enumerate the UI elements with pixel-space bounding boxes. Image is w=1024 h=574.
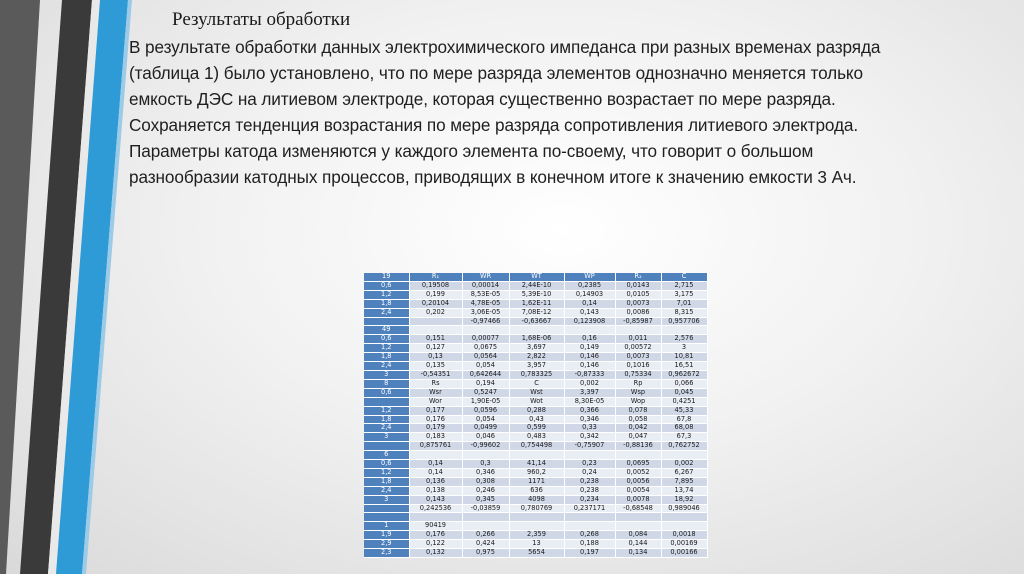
table-cell: 0,0596 [462,406,509,415]
table-cell: 0,783325 [509,370,564,379]
table-row [364,308,707,317]
table-row-label: 2,3 [364,549,409,558]
table-header-cell: R₁ [409,273,462,281]
table-cell: 0,149 [564,344,615,353]
table-cell: 16,51 [661,362,707,371]
table-cell: 3,697 [509,344,564,353]
table-header-cell: 19 [364,273,409,281]
table-cell: 0,14 [409,468,462,477]
table-cell: 2,822 [509,353,564,362]
table-row [364,406,707,415]
table-row [364,540,707,549]
table-cell: 18,92 [661,495,707,504]
table-row [364,451,707,460]
table-cell [661,513,707,522]
table-cell: Wot [509,397,564,406]
table-row [364,424,707,433]
table-cell: 0,046 [462,433,509,442]
table-cell: 67,8 [661,415,707,424]
table-cell: 0,054 [462,362,509,371]
table-cell: 0,176 [409,415,462,424]
table-row [364,513,707,522]
table-cell: 0,183 [409,433,462,442]
table-cell [615,326,661,335]
table-cell: 0,288 [509,406,564,415]
table-row-label: 1,8 [364,353,409,362]
table-row-label: 0,6 [364,281,409,290]
table-cell [462,451,509,460]
table-cell [661,522,707,531]
table-cell: 0,754498 [509,442,564,451]
table-cell: 41,14 [509,460,564,469]
table-cell: 0,132 [409,549,462,558]
table-cell: 0,0078 [615,495,661,504]
table-row [364,281,707,290]
table-cell: 0,143 [564,308,615,317]
table-cell [509,522,564,531]
table-row-label [364,317,409,326]
table-header-cell: WR [462,273,509,281]
table-cell: 0,0073 [615,353,661,362]
table-cell: 0,054 [462,415,509,424]
table-cell: 0,202 [409,308,462,317]
table-row [364,442,707,451]
table-row [364,388,707,397]
table-row [364,522,707,531]
table-cell: 0,00166 [661,549,707,558]
table-row-label: 49 [364,326,409,335]
table-cell [509,513,564,522]
table-cell: 0,599 [509,424,564,433]
table-cell: Wst [509,388,564,397]
table-cell: 0,24 [564,468,615,477]
table-cell: 0,0056 [615,477,661,486]
table-cell: 2,359 [509,531,564,540]
decorative-stripes [0,0,140,574]
table-cell: 3 [661,344,707,353]
table-cell: 1171 [509,477,564,486]
table-row-label [364,397,409,406]
table-row [364,290,707,299]
table-cell: 0,962672 [661,370,707,379]
table-cell: 0,122 [409,540,462,549]
table-cell: 3,06E-05 [462,308,509,317]
table-row [364,460,707,469]
table-cell: 0,179 [409,424,462,433]
table-cell: 8,315 [661,308,707,317]
table-cell: 0,045 [661,388,707,397]
table-cell: 67,3 [661,433,707,442]
table-cell: 0,00169 [661,540,707,549]
table-cell: 0,14 [564,299,615,308]
table-cell: 0,00572 [615,344,661,353]
table-cell: Wop [615,397,661,406]
table-row [364,379,707,388]
table-cell: 0,0052 [615,468,661,477]
table-cell: 0,0564 [462,353,509,362]
table-cell: Wor [409,397,462,406]
table-cell: 0,002 [661,460,707,469]
table-cell: 0,345 [462,495,509,504]
table-row [364,299,707,308]
table-cell: 0,188 [564,540,615,549]
table-cell: 0,127 [409,344,462,353]
table-cell: 0,234 [564,495,615,504]
table-row-label: 1,8 [364,477,409,486]
table-cell: 0,16 [564,335,615,344]
table-cell [564,451,615,460]
table-cell: 2,576 [661,335,707,344]
table-cell: 0,238 [564,486,615,495]
table-row-label: 3 [364,495,409,504]
table-cell [564,522,615,531]
table-cell: 2,44E-10 [509,281,564,290]
table-row-label: 2,4 [364,362,409,371]
table-cell: 5,39E-10 [509,290,564,299]
table-cell: 0,00014 [462,281,509,290]
table-row [364,370,707,379]
table-cell: Wsr [409,388,462,397]
table-cell: 0,346 [462,468,509,477]
table-cell: 0,0054 [615,486,661,495]
table-cell: -0,54351 [409,370,462,379]
table-cell: 0,197 [564,549,615,558]
table-row-label: 3 [364,370,409,379]
table-cell: 1,90E-05 [462,397,509,406]
table-cell: -0,87333 [564,370,615,379]
table-cell: 2,715 [661,281,707,290]
table-cell: 1,68E-06 [509,335,564,344]
table-cell: 0,342 [564,433,615,442]
table-row-label: 1,9 [364,531,409,540]
table-row [364,397,707,406]
table-cell: 0,146 [564,362,615,371]
table-row-label [364,513,409,522]
table-cell: 0,151 [409,335,462,344]
table-cell [409,317,462,326]
table-row [364,362,707,371]
table-cell: 4098 [509,495,564,504]
table-cell [661,326,707,335]
table-cell: 0,268 [564,531,615,540]
table-cell: -0,85987 [615,317,661,326]
table-row-label: 1,2 [364,344,409,353]
table-cell: 0,0073 [615,299,661,308]
table-cell: 0,780769 [509,504,564,513]
table-cell [409,513,462,522]
table-cell: 0,242536 [409,504,462,513]
table-cell: 6,267 [661,468,707,477]
table-cell: 0,20104 [409,299,462,308]
table-cell: 10,81 [661,353,707,362]
table-cell: 0,078 [615,406,661,415]
table-row-label: 2,4 [364,308,409,317]
table-cell: 0,308 [462,477,509,486]
table-cell: 0,238 [564,477,615,486]
table-cell: -0,97466 [462,317,509,326]
table-row [364,549,707,558]
table-cell: C [509,379,564,388]
table-cell: 0,177 [409,406,462,415]
table-cell: 8,53E-05 [462,290,509,299]
table-row-label: 6 [364,451,409,460]
table-cell: 0,199 [409,290,462,299]
table-row-label: 1,8 [364,415,409,424]
table-cell [615,513,661,522]
table-cell: Rs [409,379,462,388]
table-cell: 0,143 [409,495,462,504]
table-cell: 90419 [409,522,462,531]
table-cell: 45,33 [661,406,707,415]
table-row [364,495,707,504]
table-row [364,335,707,344]
table-cell: 0,0499 [462,424,509,433]
results-table [364,273,708,558]
table-cell [615,451,661,460]
table-row-label: 1 [364,522,409,531]
table-cell: 0,483 [509,433,564,442]
table-cell: 0,237171 [564,504,615,513]
table-cell: 0,957706 [661,317,707,326]
table-row [364,433,707,442]
table-row [364,531,707,540]
table-cell: 0,989046 [661,504,707,513]
table-cell: 636 [509,486,564,495]
table-cell: 0,424 [462,540,509,549]
slide-body-text: В результате обработки данных электрохимического импеданса при разных временах разряда (таблица 1) было установлено, что по мере разряда элементов однозначно меняется только емкость ДЭС на литиевом электроде, которая существенно возрастает по мере разряда. Сохраняется тенденция возрастания по мере разряда сопротивления литиевого электрода. Параметры катода изменяются у каждого элемента по-своему, что говорит о большом разнообразии катодных процессов, приводящих в конечном итоге к значению емкости 3 Ач. [129,37,881,187]
table-header-cell: C [661,273,707,281]
table-header-cell: WP [564,273,615,281]
table-cell: 1,62E-11 [509,299,564,308]
results-table-container [364,273,707,558]
table-cell: 0,0143 [615,281,661,290]
table-cell: 8,30E-05 [564,397,615,406]
table-cell [509,326,564,335]
table-cell [409,451,462,460]
table-row-label: 1,2 [364,406,409,415]
table-cell: 13,74 [661,486,707,495]
table-row-label [364,442,409,451]
table-cell: 0,33 [564,424,615,433]
table-cell [462,326,509,335]
table-row [364,353,707,362]
table-cell: 0,136 [409,477,462,486]
table-cell: 0,0695 [615,460,661,469]
table-cell: -0,75907 [564,442,615,451]
table-cell: 0,75334 [615,370,661,379]
table-cell: 0,3 [462,460,509,469]
table-header-row [364,273,707,281]
table-row-label: 2,4 [364,424,409,433]
table-cell: 0,084 [615,531,661,540]
table-cell [615,522,661,531]
table-cell: 0,002 [564,379,615,388]
table-row-label: 2,9 [364,540,409,549]
table-cell: 3,175 [661,290,707,299]
table-cell [462,513,509,522]
table-cell: 68,08 [661,424,707,433]
table-row-label: 2,4 [364,486,409,495]
table-cell: -0,68548 [615,504,661,513]
table-row [364,486,707,495]
table-cell: -0,88136 [615,442,661,451]
table-cell: 7,08E-12 [509,308,564,317]
table-cell: 0,144 [615,540,661,549]
table-cell: 0,43 [509,415,564,424]
table-cell: 0,14 [409,460,462,469]
table-cell: 0,23 [564,460,615,469]
table-cell: 0,642644 [462,370,509,379]
table-cell: Wsp [615,388,661,397]
table-cell: 0,058 [615,415,661,424]
table-cell [564,326,615,335]
table-cell: 0,14903 [564,290,615,299]
table-header-cell: WT [509,273,564,281]
table-row [364,326,707,335]
table-row [364,415,707,424]
table-cell: 5654 [509,549,564,558]
table-row [364,317,707,326]
table-cell: 0,066 [661,379,707,388]
table-cell: 0,762752 [661,442,707,451]
table-row-label [364,504,409,513]
table-cell: -0,63667 [509,317,564,326]
table-cell: 0,138 [409,486,462,495]
table-cell: 4,78E-05 [462,299,509,308]
table-cell [661,451,707,460]
table-cell: 3,397 [564,388,615,397]
table-cell [564,513,615,522]
table-cell: 0,176 [409,531,462,540]
table-header-cell: R₂ [615,273,661,281]
table-cell: 0,346 [564,415,615,424]
table-cell [509,451,564,460]
table-cell: 7,01 [661,299,707,308]
table-row-label: 0,6 [364,335,409,344]
table-row-label: 1,2 [364,290,409,299]
table-cell: 0,194 [462,379,509,388]
table-cell: Rp [615,379,661,388]
table-cell: 0,146 [564,353,615,362]
table-cell: 0,0675 [462,344,509,353]
table-cell: 0,042 [615,424,661,433]
table-cell: 0,1016 [615,362,661,371]
table-row-label: 1,8 [364,299,409,308]
table-cell [462,522,509,531]
table-cell: 3,957 [509,362,564,371]
table-cell: 0,00077 [462,335,509,344]
table-cell: 960,2 [509,468,564,477]
table-cell: 0,19508 [409,281,462,290]
table-cell [409,326,462,335]
table-row-label: 3 [364,433,409,442]
table-cell: -0,99602 [462,442,509,451]
table-cell: 0,0105 [615,290,661,299]
table-cell: 0,135 [409,362,462,371]
table-row [364,477,707,486]
table-cell: 0,13 [409,353,462,362]
table-row [364,344,707,353]
table-cell: 0,047 [615,433,661,442]
table-cell: 0,011 [615,335,661,344]
table-body [364,281,707,557]
table-row-label: 0,6 [364,460,409,469]
table-row [364,504,707,513]
table-cell: 0,5247 [462,388,509,397]
table-row [364,468,707,477]
table-row-label: 8 [364,379,409,388]
table-cell: 0,4251 [661,397,707,406]
table-cell: 0,134 [615,549,661,558]
table-cell: 0,875761 [409,442,462,451]
table-row-label: 0,6 [364,388,409,397]
table-cell: 0,366 [564,406,615,415]
table-cell: 7,895 [661,477,707,486]
table-cell: -0,03859 [462,504,509,513]
table-cell: 0,246 [462,486,509,495]
table-row-label: 1,2 [364,468,409,477]
table-cell: 0,0018 [661,531,707,540]
table-cell: 0,2385 [564,281,615,290]
table-cell: 0,266 [462,531,509,540]
table-cell: 13 [509,540,564,549]
table-cell: 0,0086 [615,308,661,317]
table-cell: 0,975 [462,549,509,558]
table-cell: 0,123908 [564,317,615,326]
slide-title: Результаты обработки [172,9,351,30]
